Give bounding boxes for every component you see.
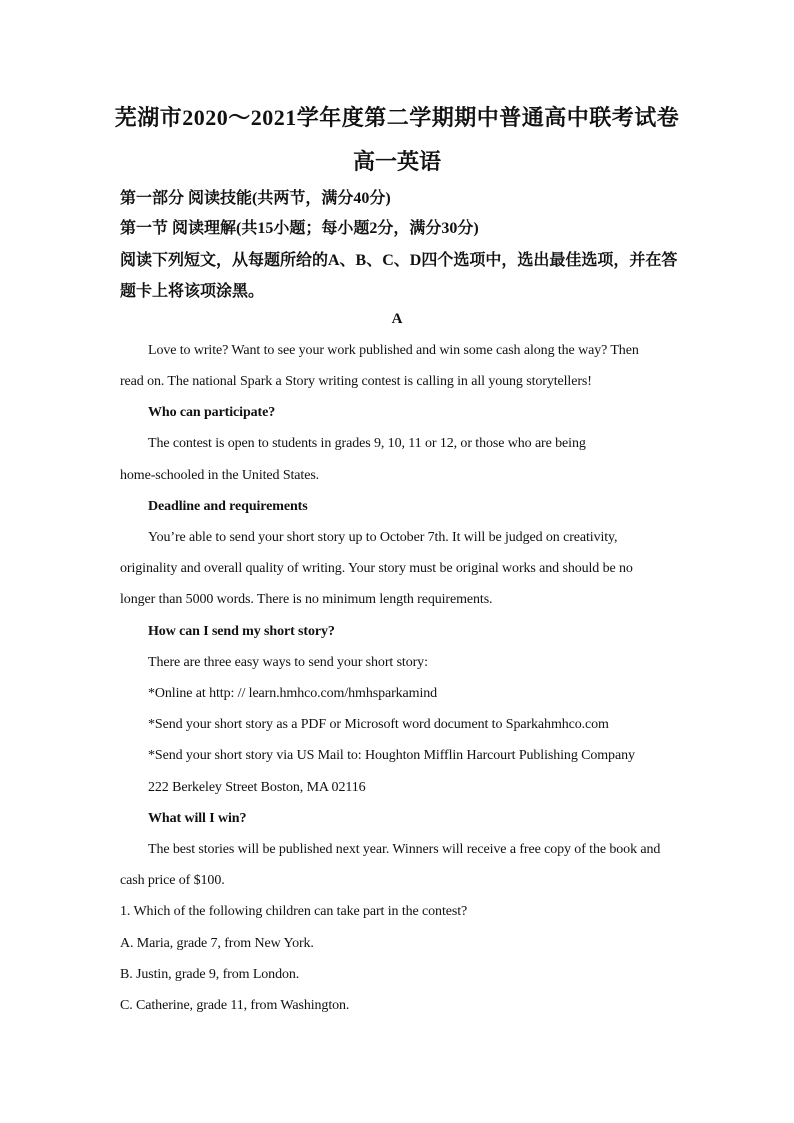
- passage-line: *Online at http: // learn.hmhco.com/hmhsparkamind: [148, 686, 438, 701]
- passage-line: home-schooled in the United States.: [120, 468, 320, 483]
- passage-line: originality and overall quality of writing. Your story must be original works and should be no: [120, 561, 633, 576]
- passage-subheading: What will I win?: [148, 811, 247, 826]
- passage-line: cash price of $100.: [120, 873, 225, 888]
- passage-line: *Send your short story as a PDF or Microsoft word document to Sparkahmhco.com: [148, 717, 609, 732]
- passage-line: 222 Berkeley Street Boston, MA 02116: [148, 780, 366, 795]
- passage-line: longer than 5000 words. There is no minimum length requirements.: [120, 592, 493, 607]
- passage-line: Love to write? Want to see your work published and win some cash along the way? Then: [148, 343, 639, 358]
- part-heading: 第一部分 阅读技能(共两节，满分40分): [120, 190, 391, 207]
- passage-subheading: How can I send my short story?: [148, 624, 335, 639]
- section-heading: 第一节 阅读理解(共15小题；每小题2分，满分30分): [120, 220, 479, 237]
- passage-line: *Send your short story via US Mail to: Houghton Mifflin Harcourt Publishing Company: [148, 748, 635, 763]
- question-stem: 1. Which of the following children can take part in the contest?: [120, 904, 468, 919]
- exam-subject: 高一英语: [352, 149, 441, 174]
- option-a: A. Maria, grade 7, from New York.: [120, 936, 314, 951]
- instructions: 阅读下列短文，从每题所给的A、B、C、D四个选项中，选出最佳选项，并在答题卡上将该项涂黑。: [120, 252, 678, 300]
- passage-line: The best stories will be published next year. Winners will receive a free copy of the book and: [148, 842, 661, 857]
- passage-label: A: [391, 311, 403, 327]
- option-b: B. Justin, grade 9, from London.: [120, 967, 300, 982]
- passage-line: read on. The national Spark a Story writing contest is calling in all young storytellers!: [120, 374, 592, 389]
- passage-subheading: Who can participate?: [148, 405, 276, 420]
- option-c: C. Catherine, grade 11, from Washington.: [120, 998, 350, 1013]
- passage-subheading: Deadline and requirements: [148, 499, 308, 514]
- exam-title: 芜湖市2020～2021学年度第二学期期中普通高中联考试卷: [114, 105, 680, 130]
- passage-line: You’re able to send your short story up to October 7th. It will be judged on creativity,: [148, 530, 618, 545]
- passage-line: There are three easy ways to send your short story:: [148, 655, 428, 670]
- passage-line: The contest is open to students in grades 9, 10, 11 or 12, or those who are being: [148, 436, 586, 451]
